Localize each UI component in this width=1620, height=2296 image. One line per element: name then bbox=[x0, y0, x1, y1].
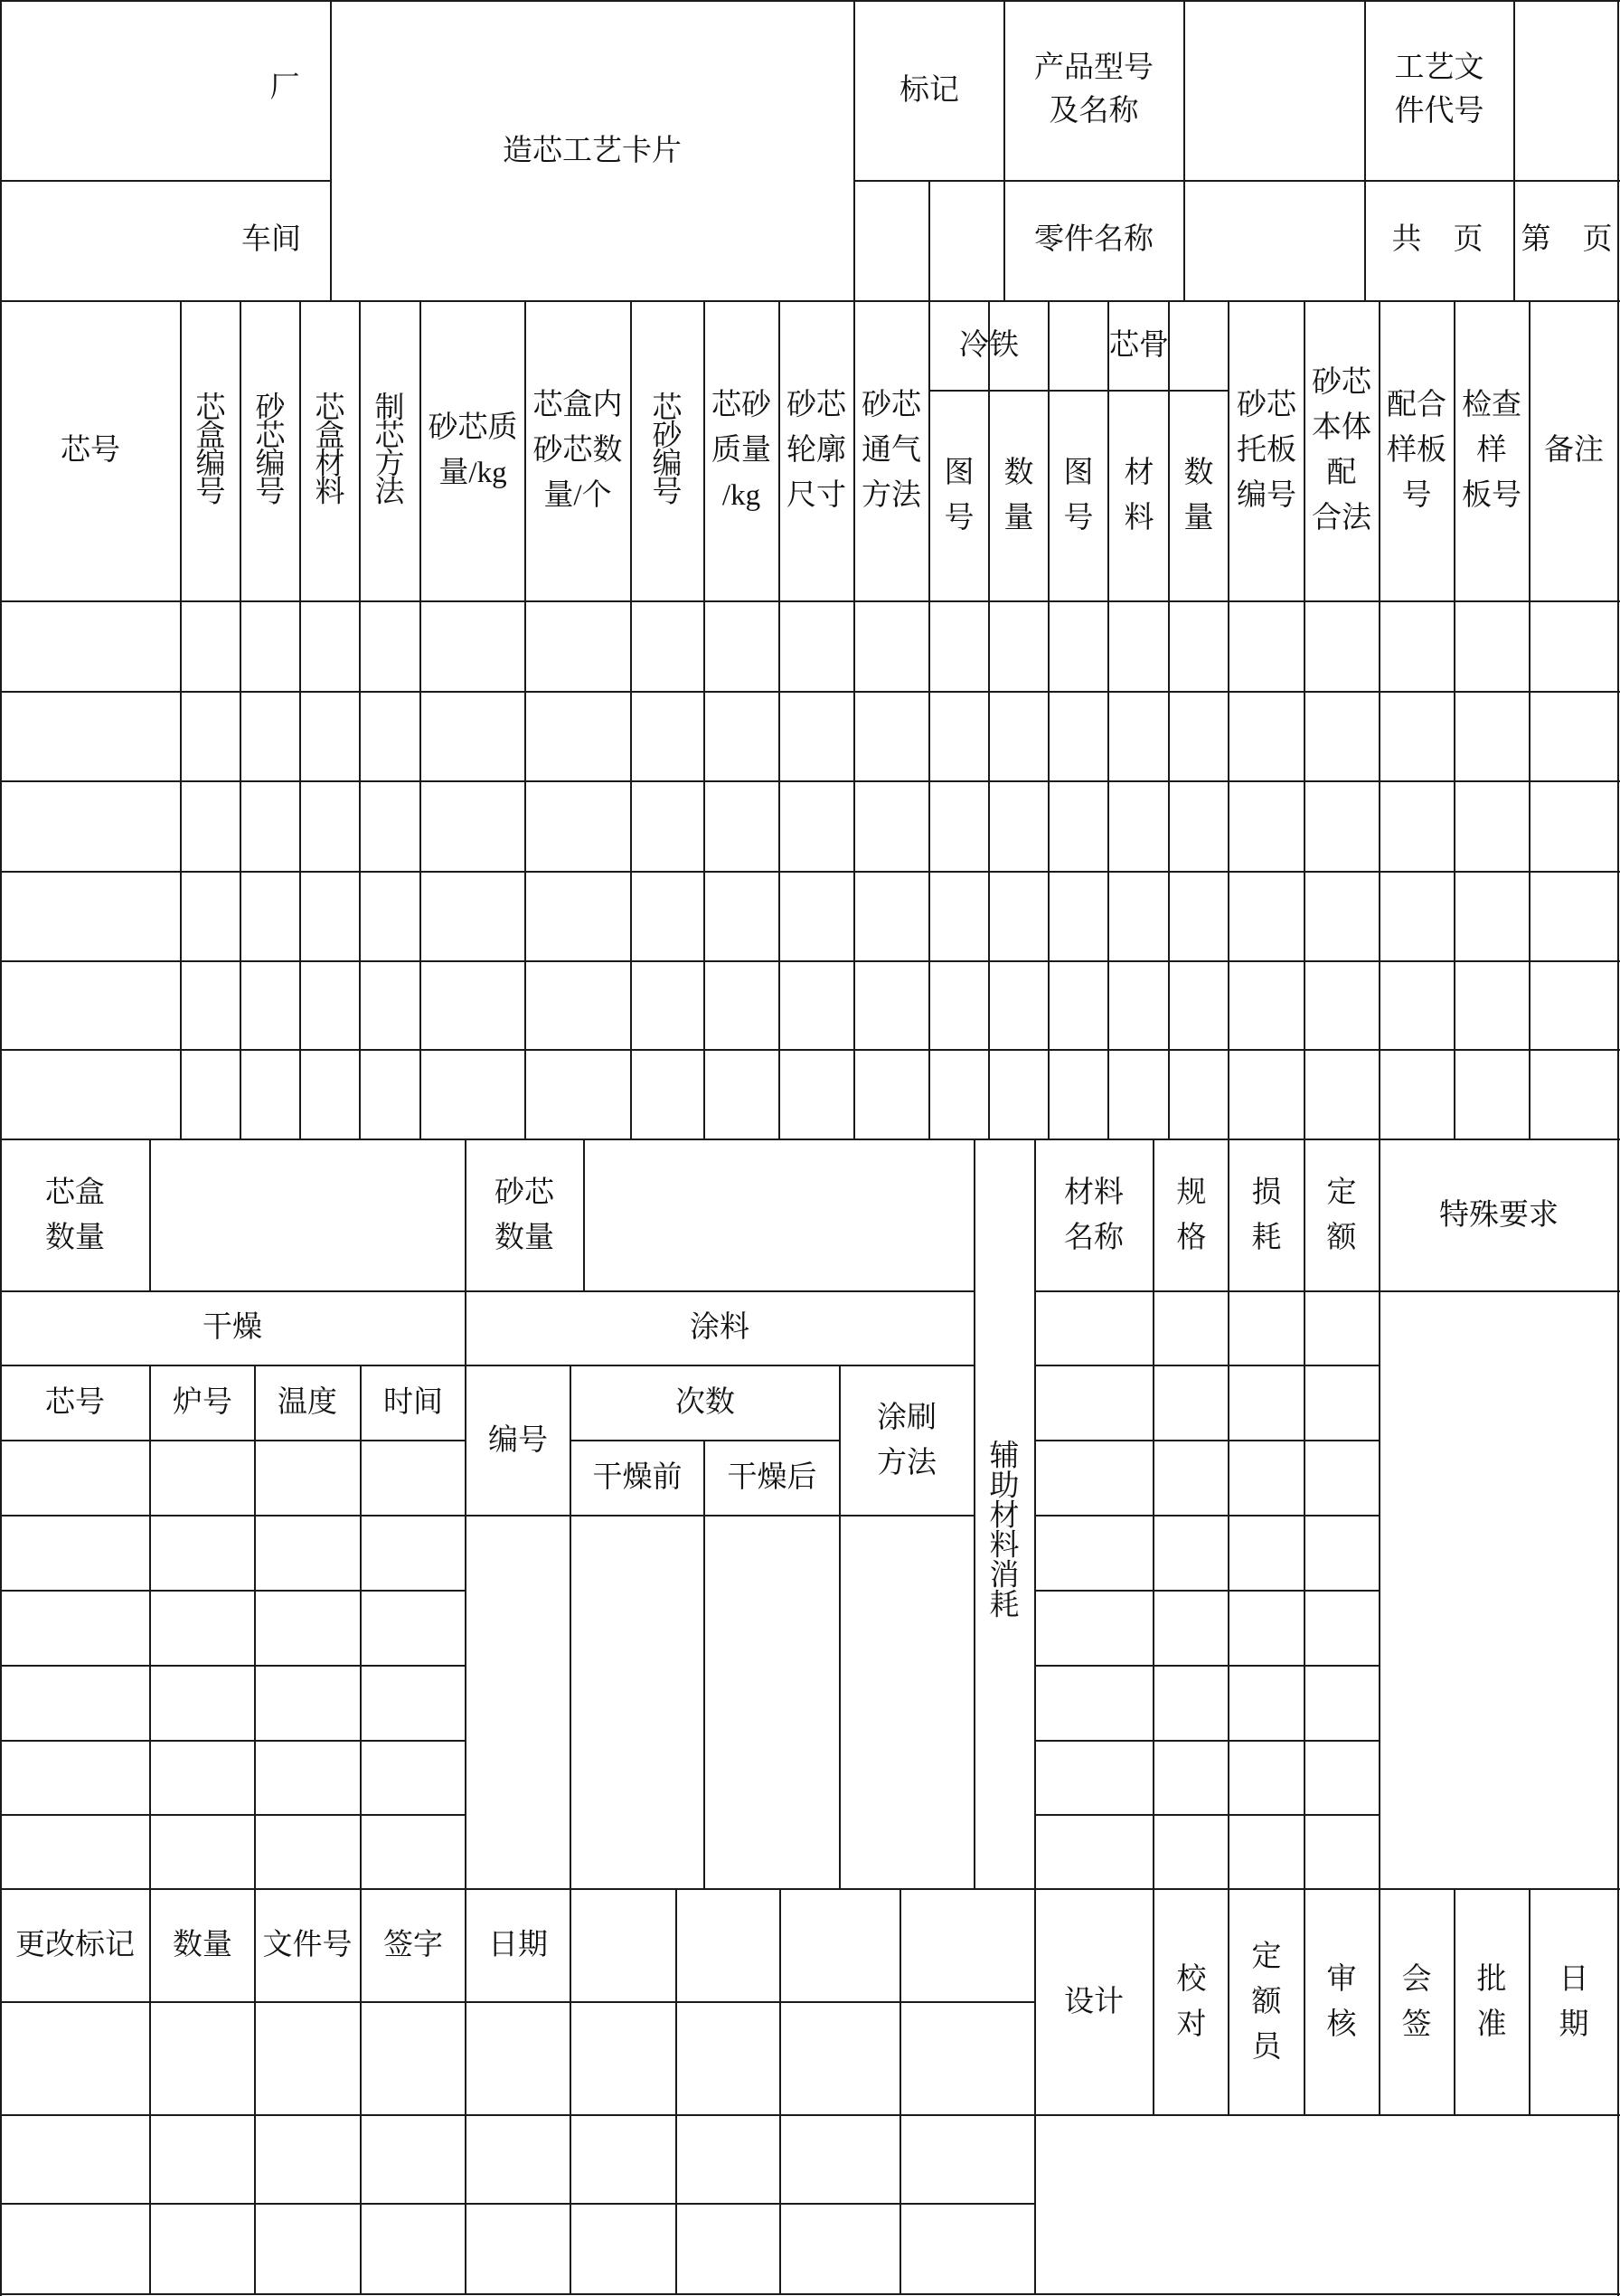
label-core_table-making_method-2: 方 bbox=[374, 448, 405, 481]
label-mid-material_name-0: 材料 bbox=[1064, 1176, 1124, 1209]
label-core_table-carrier_plate-1: 托板 bbox=[1237, 434, 1296, 467]
label-mid-aux_consumption-5: 耗 bbox=[989, 1589, 1020, 1622]
label-core_table-cores_per_box-2: 量/个 bbox=[543, 479, 612, 512]
label-mid-code: 编号 bbox=[488, 1424, 548, 1457]
label-mid-drying: 干燥 bbox=[202, 1311, 262, 1344]
label-core_table-arbor: 芯骨 bbox=[1109, 329, 1169, 362]
label-mid-temperature: 温度 bbox=[278, 1386, 337, 1419]
label-core_table-making_method-1: 芯 bbox=[374, 420, 405, 453]
label-mid-time: 时间 bbox=[383, 1386, 443, 1419]
label-mid-quota-0: 定 bbox=[1326, 1176, 1357, 1209]
label-footer-approve-0: 批 bbox=[1476, 1963, 1507, 1996]
label-core_table-sand_mass-1: 质量 bbox=[711, 434, 771, 467]
label-header-page2: 页 bbox=[1582, 223, 1613, 256]
label-core_table-venting-0: 砂芯 bbox=[862, 389, 921, 421]
label-core_table-venting-2: 方法 bbox=[862, 479, 921, 512]
label-core_table-chill_qty-0: 数 bbox=[1003, 457, 1034, 489]
label-mid-times: 次数 bbox=[675, 1386, 735, 1419]
label-header-part_name: 零件名称 bbox=[1034, 223, 1154, 256]
label-header-doc_code_line2: 件代号 bbox=[1394, 95, 1484, 128]
label-core_table-cores_per_box-0: 芯盒内 bbox=[532, 389, 623, 421]
label-core_table-contour_size-0: 砂芯 bbox=[786, 389, 846, 421]
label-footer-file_no: 文件号 bbox=[262, 1929, 353, 1961]
label-header-workshop: 车间 bbox=[241, 223, 301, 256]
label-mid-aux_consumption-2: 材 bbox=[989, 1499, 1020, 1533]
label-mid-quota-1: 额 bbox=[1326, 1222, 1357, 1254]
label-mid-loss-1: 耗 bbox=[1251, 1222, 1282, 1254]
label-core_table-assembly-2: 配 bbox=[1326, 457, 1357, 489]
label-header-mark: 标记 bbox=[899, 74, 959, 107]
label-mid-aux_consumption-1: 助 bbox=[989, 1469, 1020, 1503]
label-core_table-assembly-0: 砂芯 bbox=[1312, 366, 1371, 399]
label-mid-aux_consumption-4: 消 bbox=[989, 1559, 1020, 1592]
label-core_table-making_method-3: 法 bbox=[374, 476, 405, 509]
label-core_table-sand_mass-0: 芯砂 bbox=[711, 389, 771, 421]
label-footer-quota_staff-1: 额 bbox=[1251, 1986, 1282, 2018]
label-core_table-chill_qty-1: 量 bbox=[1003, 502, 1034, 534]
label-footer-signature: 签字 bbox=[383, 1929, 443, 1961]
label-mid-furnace_no: 炉号 bbox=[173, 1386, 232, 1419]
label-core_table-arbor_drawing-1: 号 bbox=[1063, 502, 1094, 534]
label-core_table-box_no-1: 盒 bbox=[195, 420, 226, 453]
label-core_table-contour_size-2: 尺寸 bbox=[786, 479, 846, 512]
label-core_table-assembly-1: 本体 bbox=[1312, 411, 1371, 444]
label-footer-proofread-0: 校 bbox=[1176, 1963, 1207, 1996]
label-core_table-carrier_plate-0: 砂芯 bbox=[1237, 389, 1296, 421]
label-footer-quantity: 数量 bbox=[173, 1929, 232, 1961]
label-header-product_line1: 产品型号 bbox=[1034, 52, 1154, 84]
label-core_table-sand_no-1: 砂 bbox=[652, 420, 683, 453]
label-core_table-contour_size-1: 轮廓 bbox=[786, 434, 846, 467]
label-core_table-sand_no-0: 芯 bbox=[652, 392, 683, 425]
label-core_table-carrier_plate-2: 编号 bbox=[1237, 479, 1296, 512]
label-core_table-box_material-2: 材 bbox=[315, 448, 345, 481]
label-header-total: 共 bbox=[1391, 223, 1422, 256]
label-core_table-sand_core_no-1: 芯 bbox=[255, 420, 286, 453]
label-core_table-chill_drawing-0: 图 bbox=[944, 457, 975, 489]
label-footer-quota_staff-2: 员 bbox=[1251, 2031, 1282, 2064]
label-mid-after_drying: 干燥后 bbox=[727, 1461, 817, 1494]
label-header-page: 页 bbox=[1453, 223, 1483, 256]
label-core_table-sand_core_no-3: 号 bbox=[255, 476, 286, 509]
label-mid-spec-0: 规 bbox=[1176, 1176, 1207, 1209]
label-core_table-check_template-1: 样 bbox=[1476, 434, 1507, 467]
label-mid-box_count-0: 芯盒 bbox=[45, 1176, 105, 1209]
label-mid-aux_consumption-3: 料 bbox=[989, 1529, 1020, 1563]
label-core_table-check_template-2: 板号 bbox=[1462, 479, 1521, 512]
label-core_table-remarks: 备注 bbox=[1544, 434, 1604, 467]
label-core_table-arbor_qty-1: 量 bbox=[1183, 502, 1214, 534]
label-footer-design: 设计 bbox=[1064, 1986, 1124, 2018]
label-header-factory: 厂 bbox=[269, 71, 300, 104]
label-mid-brushing-1: 方法 bbox=[877, 1447, 937, 1479]
label-footer-countersign-1: 签 bbox=[1401, 2008, 1432, 2041]
label-core_table-core_mass-1: 量/kg bbox=[438, 457, 507, 489]
label-core_table-box_no-3: 号 bbox=[195, 476, 226, 509]
label-mid-special: 特殊要求 bbox=[1439, 1199, 1559, 1232]
label-footer-review-0: 审 bbox=[1326, 1963, 1357, 1996]
label-footer-proofread-1: 对 bbox=[1176, 2008, 1207, 2041]
label-mid-before_drying: 干燥前 bbox=[592, 1461, 683, 1494]
label-footer-approve-1: 准 bbox=[1476, 2008, 1507, 2041]
label-core_table-chill_drawing-1: 号 bbox=[944, 502, 975, 534]
label-core_table-arbor_qty-0: 数 bbox=[1183, 457, 1214, 489]
label-footer-date: 日期 bbox=[488, 1929, 548, 1961]
label-mid-spec-1: 格 bbox=[1176, 1222, 1207, 1254]
label-mid-box_count-1: 数量 bbox=[45, 1222, 105, 1254]
label-core_table-fit_template-2: 号 bbox=[1401, 479, 1432, 512]
label-core_table-fit_template-0: 配合 bbox=[1387, 389, 1446, 421]
label-core_table-box_material-1: 盒 bbox=[315, 420, 345, 453]
label-header-nth: 第 bbox=[1521, 223, 1551, 256]
label-core_table-sand_core_no-2: 编 bbox=[255, 448, 286, 481]
label-core_table-arbor_drawing-0: 图 bbox=[1063, 457, 1094, 489]
label-core_table-chill: 冷铁 bbox=[959, 329, 1019, 362]
label-core_table-box_material-0: 芯 bbox=[315, 392, 345, 425]
label-mid-brushing-0: 涂刷 bbox=[877, 1402, 937, 1434]
label-mid-aux_consumption-0: 辅 bbox=[989, 1440, 1020, 1473]
label-core_table-arbor_material-1: 料 bbox=[1124, 502, 1154, 534]
label-core_table-box_material-3: 料 bbox=[315, 476, 345, 509]
label-core_table-box_no-0: 芯 bbox=[195, 392, 226, 425]
label-title: 造芯工艺卡片 bbox=[503, 135, 682, 167]
label-core_table-cores_per_box-1: 砂芯数 bbox=[532, 434, 623, 467]
label-core_table-sand_no-2: 编 bbox=[652, 448, 683, 481]
label-header-doc_code_line1: 工艺文 bbox=[1394, 52, 1484, 84]
label-footer-date2-0: 日 bbox=[1559, 1963, 1589, 1996]
label-mid-core_count-1: 数量 bbox=[494, 1222, 554, 1254]
label-footer-change_mark: 更改标记 bbox=[15, 1929, 135, 1961]
label-core_table-sand_no-3: 号 bbox=[652, 476, 683, 509]
label-footer-quota_staff-0: 定 bbox=[1251, 1941, 1282, 1973]
label-core_table-sand_core_no-0: 砂 bbox=[255, 392, 286, 425]
label-core_table-fit_template-1: 样板 bbox=[1387, 434, 1446, 467]
label-footer-countersign-0: 会 bbox=[1401, 1963, 1432, 1996]
label-mid-core_no: 芯号 bbox=[45, 1386, 105, 1419]
label-core_table-box_no-2: 编 bbox=[195, 448, 226, 481]
label-footer-date2-1: 期 bbox=[1559, 2008, 1589, 2041]
label-core_table-sand_mass-2: /kg bbox=[721, 479, 761, 512]
label-mid-loss-0: 损 bbox=[1251, 1176, 1282, 1209]
label-mid-material_name-1: 名称 bbox=[1064, 1222, 1124, 1254]
label-core_table-arbor_material-0: 材 bbox=[1124, 457, 1154, 489]
label-mid-core_count-0: 砂芯 bbox=[494, 1176, 554, 1209]
label-core_table-core_no: 芯号 bbox=[61, 434, 120, 467]
label-mid-coating: 涂料 bbox=[690, 1311, 749, 1344]
label-core_table-venting-1: 通气 bbox=[862, 434, 921, 467]
label-core_table-core_mass-0: 砂芯质 bbox=[428, 411, 518, 444]
label-core_table-making_method-0: 制 bbox=[374, 392, 405, 425]
label-header-product_line2: 及名称 bbox=[1049, 95, 1139, 128]
label-core_table-check_template-0: 检查 bbox=[1462, 389, 1521, 421]
label-footer-review-1: 核 bbox=[1326, 2008, 1357, 2041]
label-core_table-assembly-3: 合法 bbox=[1312, 502, 1371, 534]
